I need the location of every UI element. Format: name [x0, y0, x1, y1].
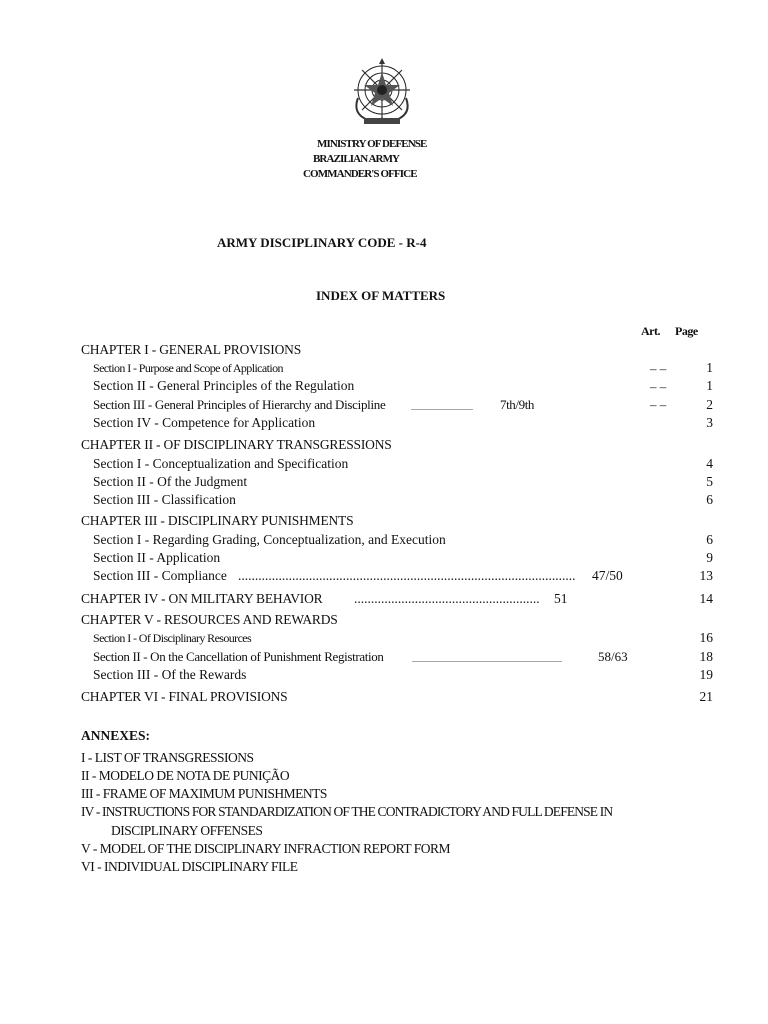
toc-leader-dots: ........................................................................... [412, 655, 562, 664]
toc-page-number: 3 [706, 415, 713, 430]
toc-art-dash: – – [650, 361, 667, 376]
toc-page-number: 5 [706, 474, 713, 489]
toc-page-number: 1 [706, 378, 713, 393]
toc-page-number: 13 [699, 568, 713, 583]
toc-page-number: 18 [699, 649, 713, 664]
toc-page-number: 14 [699, 591, 713, 606]
toc-leader-dots: ............................... [411, 403, 473, 412]
chapter-heading: CHAPTER III - DISCIPLINARY PUNISHMENTS [81, 513, 354, 528]
toc-section-label: Section II - Of the Judgment [93, 474, 248, 489]
annex-item: I - LIST OF TRANSGRESSIONS [81, 750, 254, 765]
chapter-heading: CHAPTER I - GENERAL PROVISIONS [81, 342, 302, 357]
toc-art-dash: – – [650, 379, 667, 394]
toc-leader-dots: ....................................................... [354, 591, 540, 606]
toc-page-number: 6 [706, 492, 713, 507]
toc-section-label: Section III - Classification [93, 492, 236, 507]
toc-page-number: 16 [699, 630, 713, 645]
document-title: ARMY DISCIPLINARY CODE - R-4 [217, 235, 427, 250]
chapter-heading: CHAPTER II - OF DISCIPLINARY TRANSGRESSIONS [81, 437, 392, 452]
chapter-heading: CHAPTER V - RESOURCES AND REWARDS [81, 612, 338, 627]
toc-page-number: 9 [706, 550, 713, 565]
index-title: INDEX OF MATTERS [316, 288, 446, 303]
army-line: BRAZILIAN ARMY [313, 153, 400, 165]
toc-page-number: 1 [706, 360, 713, 375]
toc-page-number: 4 [706, 456, 713, 471]
toc-art-dash: – – [650, 397, 667, 412]
annex-item-continuation: DISCIPLINARY OFFENSES [111, 823, 263, 838]
toc-section-label: Section II - General Principles of the Regulation [93, 378, 355, 393]
toc-section-label: Section I - Of Disciplinary Resources [93, 631, 252, 645]
annex-item: V - MODEL OF THE DISCIPLINARY INFRACTION REPORT FORM [81, 841, 450, 856]
toc-article-ref: 58/63 [598, 649, 628, 664]
toc-page-number: 19 [699, 667, 713, 682]
annex-item: VI - INDIVIDUAL DISCIPLINARY FILE [81, 859, 298, 874]
page-column-header: Page [675, 324, 698, 338]
commander-office-line: COMMANDER'S OFFICE [303, 168, 417, 180]
toc-section-label: Section II - Application [93, 550, 221, 565]
toc-section-label: Section I - Regarding Grading, Conceptualization, and Execution [93, 532, 446, 547]
brazil-coat-of-arms-icon [350, 58, 414, 128]
chapter-heading: CHAPTER IV - ON MILITARY BEHAVIOR [81, 591, 323, 606]
toc-page-number: 2 [706, 397, 713, 412]
toc-section-label: Section I - Conceptualization and Specification [93, 456, 349, 471]
art-column-header: Art. [641, 324, 660, 338]
chapter-heading: CHAPTER VI - FINAL PROVISIONS [81, 689, 288, 704]
annexes-heading: ANNEXES: [81, 728, 151, 743]
annex-item: III - FRAME OF MAXIMUM PUNISHMENTS [81, 786, 327, 801]
annex-item: II - MODELO DE NOTA DE PUNIÇÃO [81, 768, 290, 783]
toc-page-number: 21 [699, 689, 713, 704]
toc-section-label: Section I - Purpose and Scope of Application [93, 361, 283, 375]
toc-article-ref: 51 [554, 591, 568, 606]
ministry-line: MINISTRY OF DEFENSE [317, 138, 427, 150]
toc-leader-dots: .................................................................................................... [238, 568, 576, 583]
toc-section-label: Section IV - Competence for Application [93, 415, 316, 430]
toc-article-ref: 7th/9th [500, 397, 535, 412]
toc-section-label: Section II - On the Cancellation of Punishment Registration [93, 649, 384, 664]
toc-article-ref: 47/50 [592, 568, 623, 583]
toc-section-label: Section III - Of the Rewards [93, 667, 247, 682]
annex-item: IV - INSTRUCTIONS FOR STANDARDIZATION OF THE CONTRADICTORY AND FULL DEFENSE IN [81, 804, 613, 819]
toc-section-label: Section III - Compliance [93, 568, 227, 583]
toc-section-label: Section III - General Principles of Hierarchy and Discipline [93, 397, 386, 412]
toc-page-number: 6 [706, 532, 713, 547]
